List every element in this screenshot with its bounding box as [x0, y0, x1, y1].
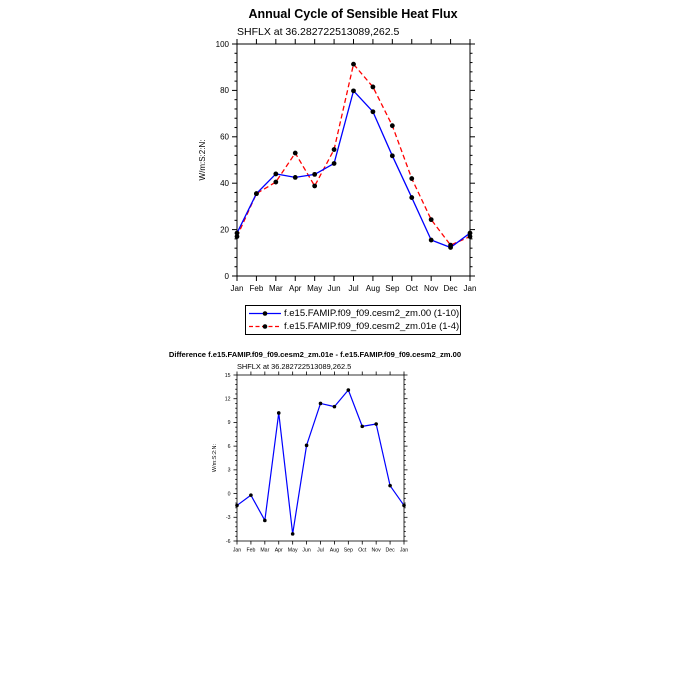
x-tick-label: Aug	[365, 284, 381, 293]
x-tick-label: Jul	[348, 284, 359, 293]
top-chart-ticks	[232, 39, 475, 281]
data-point-0	[429, 238, 434, 243]
y-tick-label: 60	[220, 132, 229, 142]
data-point-1	[351, 62, 356, 67]
data-point-0	[312, 172, 317, 177]
x-tick-label: May	[287, 547, 298, 554]
top-chart-y-axis-label: W/m:S:2:N:	[198, 139, 207, 181]
x-tick-label: Sep	[343, 547, 353, 554]
data-point-0	[273, 172, 278, 177]
top-chart-subtitle: SHFLX at 36.282722513089,262.5	[237, 26, 400, 38]
data-point-0	[333, 405, 337, 409]
y-tick-label: 3	[227, 467, 231, 474]
legend-label-zm00: f.e15.FAMIP.f09_f09.cesm2_zm.00 (1-10)	[284, 308, 460, 319]
y-tick-label: -3	[225, 515, 231, 522]
data-point-0	[263, 519, 267, 523]
data-point-0	[291, 532, 295, 536]
top-chart-y-tick-labels	[216, 40, 230, 281]
data-point-0	[235, 504, 239, 508]
x-tick-label: Mar	[268, 284, 283, 293]
x-tick-label: Jun	[302, 547, 311, 554]
bottom-chart-y-tick-labels	[225, 373, 231, 545]
data-point-0	[277, 411, 281, 415]
data-point-0	[351, 88, 356, 93]
legend-entry-zm00	[246, 307, 460, 320]
x-tick-label: Feb	[249, 284, 264, 293]
x-tick-label: May	[307, 284, 323, 293]
y-tick-label: 0	[227, 491, 231, 498]
bottom-chart-y-axis-label: W/m:S:2:N:	[212, 443, 218, 473]
data-point-0	[388, 484, 392, 488]
data-point-1	[468, 234, 473, 239]
x-tick-label: Jun	[327, 284, 341, 293]
y-tick-label: 9	[227, 420, 231, 427]
legend-swatch-blue	[248, 307, 282, 320]
x-tick-label: Oct	[358, 547, 367, 554]
top-chart-title: Annual Cycle of Sensible Heat Flux	[248, 7, 458, 21]
legend-entry-zm01e	[246, 320, 460, 333]
bottom-chart-series	[235, 388, 406, 535]
x-tick-label: Aug	[329, 547, 340, 554]
x-tick-label: Mar	[260, 547, 270, 554]
y-tick-label: 0	[224, 271, 229, 281]
legend-label-zm01e: f.e15.FAMIP.f09_f09.cesm2_zm.01e (1-4)	[284, 321, 460, 332]
x-tick-label: Oct	[405, 284, 418, 293]
data-point-1	[235, 234, 240, 239]
bottom-chart-ticks	[234, 372, 408, 545]
data-point-1	[273, 180, 278, 185]
x-tick-label: Sep	[385, 284, 400, 293]
x-tick-label: Dec	[385, 547, 395, 554]
y-tick-label: -6	[225, 538, 231, 545]
data-point-0	[319, 402, 323, 406]
data-point-1	[448, 243, 453, 248]
x-tick-label: Apr	[274, 547, 283, 554]
data-point-0	[305, 444, 309, 448]
data-point-1	[293, 151, 298, 156]
top-chart	[198, 7, 476, 293]
data-point-0	[409, 195, 414, 200]
bottom-chart-subtitle: SHFLX at 36.282722513089,262.5	[237, 362, 352, 371]
top-chart-x-tick-labels	[231, 284, 477, 293]
y-tick-label: 6	[227, 443, 231, 450]
y-tick-label: 100	[215, 39, 229, 49]
data-point-1	[390, 123, 395, 128]
bottom-chart-x-tick-labels	[233, 548, 408, 554]
x-tick-label: Jan	[230, 284, 244, 293]
x-tick-label: Jan	[232, 547, 242, 554]
x-tick-label: Nov	[371, 547, 381, 554]
y-tick-label: 40	[220, 179, 229, 188]
y-tick-label: 80	[220, 86, 229, 96]
x-tick-label: Feb	[246, 547, 256, 554]
data-point-1	[429, 217, 434, 222]
data-point-0	[374, 422, 378, 426]
x-tick-label: Jan	[399, 547, 409, 554]
top-chart-legend	[245, 305, 461, 335]
data-point-0	[360, 425, 364, 429]
x-tick-label: Dec	[443, 284, 458, 293]
top-chart-series	[235, 62, 473, 250]
data-point-1	[371, 85, 376, 90]
data-point-1	[332, 147, 337, 152]
y-tick-label: 12	[224, 396, 231, 403]
legend-swatch-red	[248, 320, 282, 333]
x-tick-label: Apr	[289, 284, 302, 293]
data-point-0	[347, 388, 351, 392]
data-point-0	[332, 161, 337, 166]
bottom-chart	[169, 350, 461, 554]
data-point-0	[390, 153, 395, 158]
data-point-0	[293, 175, 298, 180]
data-point-1	[409, 176, 414, 181]
y-tick-label: 15	[224, 372, 231, 379]
data-point-0	[402, 504, 406, 508]
x-tick-label: Jul	[317, 547, 324, 554]
series-line-0	[237, 390, 404, 534]
bottom-chart-title: Difference f.e15.FAMIP.f09_f09.cesm2_zm.01e - f.e15.FAMIP.f09_f09.cesm2_zm.00	[168, 350, 462, 359]
data-point-1	[312, 184, 317, 189]
x-tick-label: Jan	[463, 284, 477, 293]
data-point-1	[254, 191, 259, 196]
x-tick-label: Nov	[424, 284, 439, 293]
data-point-0	[249, 493, 253, 497]
data-point-0	[371, 109, 376, 114]
y-tick-label: 20	[220, 225, 229, 235]
